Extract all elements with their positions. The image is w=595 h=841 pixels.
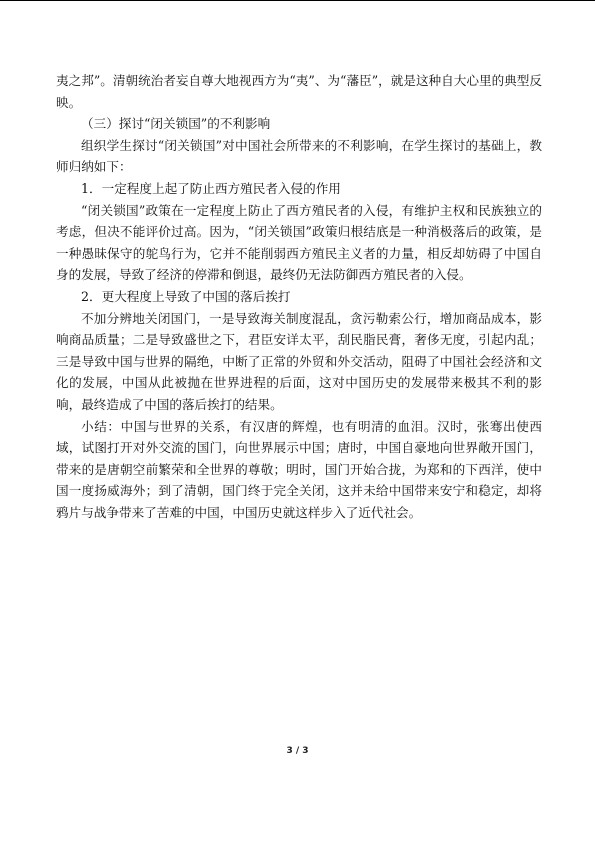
subheading-2: 2．更大程度上导致了中国的落后挨打 <box>81 288 291 304</box>
header-rule <box>0 0 595 1</box>
subheading-1: 1．一定程度上起了防止西方殖民者入侵的作用 <box>81 180 341 196</box>
paragraph-1: 夷之邦”。清朝统治者妄自尊大地视西方为“夷”、为“藩臣”，就是这种自大心里的典型反映。 <box>56 73 542 110</box>
paragraph-2: 组织学生探讨“闭关锁国”对中国社会所带来的不利影响，在学生探讨的基础上，教师归纳如下： <box>56 137 542 175</box>
paragraph-4: 不加分辨地关闭国门，一是导致海关制度混乱，贪污勒索公行，增加商品成本，影响商品质量；二是导致盛世之下，君臣安详太平，刮民脂民膏，奢侈无度，引起内乱；三是导致中国与世界的隔绝，中断了正常的外贸和外交活动，阻碍了中国社会经济和文化的发展，中国从此被抛在世界进程的后面，这对中国历史的发展带来极其不利的影响，最终造成了中国的落后挨打的结果。 <box>56 310 542 412</box>
paragraph-3: “闭关锁国”政策在一定程度上防止了西方殖民者的入侵，有维护主权和民族独立的考虑，但决不能评价过高。因为，“闭关锁国”政策归根结底是一种消极落后的政策，是一种愚昧保守的鸵鸟行为，它并不能削弱西方殖民主义者的力量，相反却妨碍了中国自身的发展，导致了经济的停滞和倒退，最终仍无法防御西方殖民者的入侵。 <box>56 202 542 283</box>
document-body <box>56 70 542 523</box>
page-number: 3 / 3 <box>286 746 309 756</box>
summary-paragraph: 小结：中国与世界的关系，有汉唐的辉煌，也有明清的血泪。汉时，张骞出使西域，试图打开对外交流的国门，向世界展示中国；唐时，中国自豪地向世界敞开国门，带来的是唐朝空前繁荣和全世界的尊敬；明时，国门开始合拢，为郑和的下西洋，使中国一度扬威海外；到了清朝，国门终于完全关闭，这并未给中国带来安宁和稳定，却将鸦片与战争带来了苦难的中国，中国历史就这样步入了近代社会。 <box>56 418 542 520</box>
section-heading-3: （三）探讨“闭关锁国”的不利影响 <box>81 116 271 132</box>
